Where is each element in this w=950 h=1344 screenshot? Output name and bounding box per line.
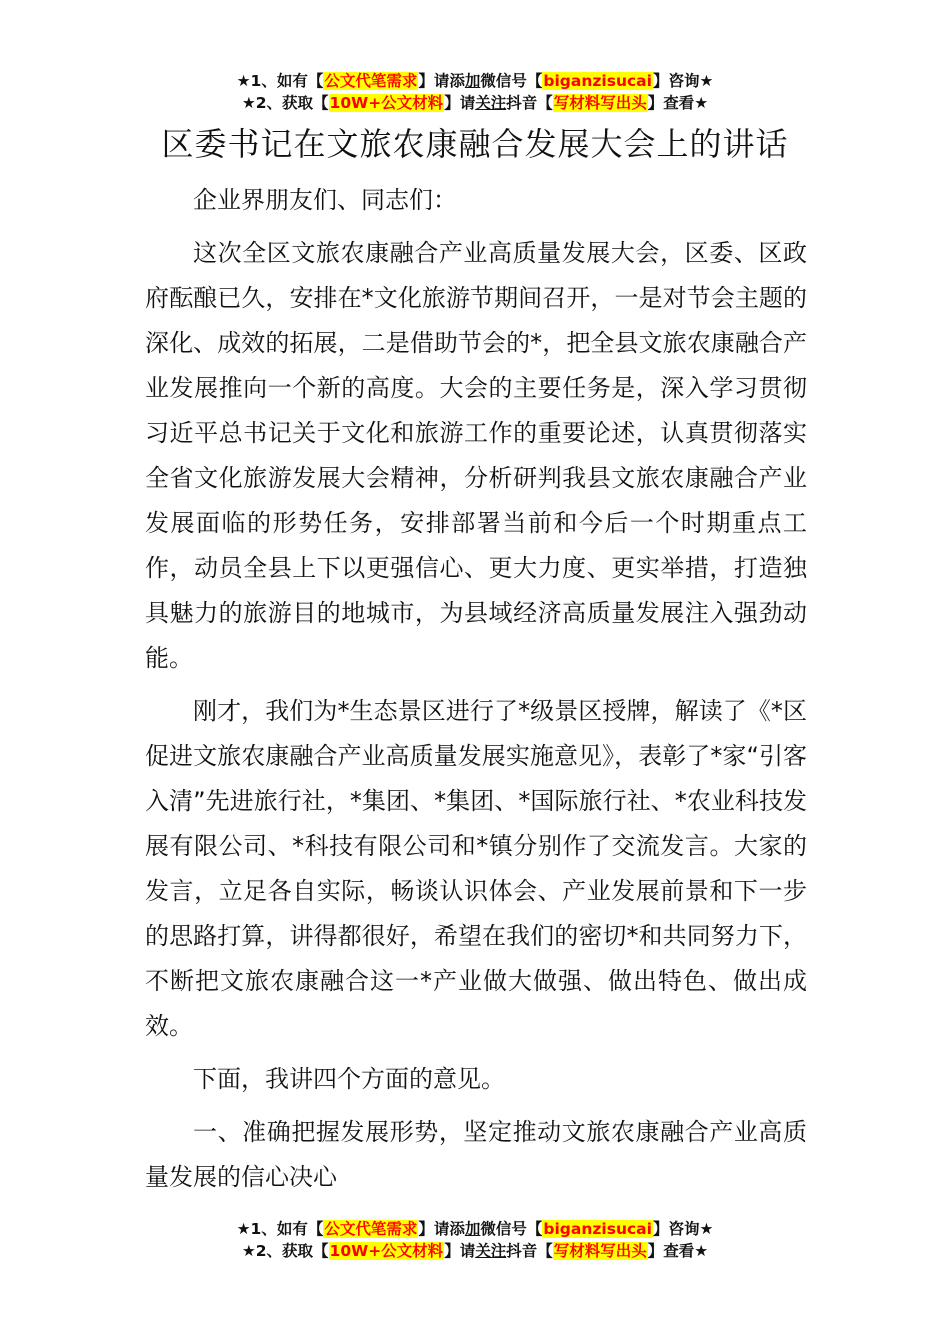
promo-text: ★2、获取【	[241, 1242, 329, 1260]
promo-text: 】咨询★	[652, 72, 714, 90]
promo-text: 】咨询★	[652, 1220, 714, 1238]
section-heading: 一、准确把握发展形势，坚定推动文旅农康融合产业高质量发展的信心决心	[145, 1118, 807, 1191]
promo-line-2	[0, 1240, 950, 1262]
promo-highlight: 公文代笔需求	[324, 72, 418, 90]
promo-text: 微信号【	[480, 72, 543, 90]
document-body	[145, 178, 807, 1208]
body-paragraph: 这次全区文旅农康融合产业高质量发展大会，区委、区政府酝酿已久，安排在*文化旅游节期间召开，一是对节会主题的深化、成效的拓展，二是借助节会的*，把全县文旅农康融合产业发展推向一个新的高度。大会的主要任务是，深入学习贯彻习近平总书记关于文化和旅游工作的重要论述，认真贯彻落实全省文化旅游发展大会精神，分析研判我县文旅农康融合产业发展面临的形势任务，安排部署当前和今后一个时期重点工作，动员全县上下以更强信心、更大力度、更实举措，打造独具魅力的旅游目的地城市，为县域经济高质量发展注入强劲动能。	[145, 239, 807, 672]
promo-banner-bottom	[0, 1218, 950, 1262]
promo-highlight: 10W+公文材料	[329, 94, 444, 112]
promo-text: 抖音【	[506, 1242, 553, 1260]
body-paragraph: 下面，我讲四个方面的意见。	[193, 1065, 505, 1093]
promo-text: ★1、如有【	[236, 1220, 324, 1238]
promo-text: ★1、如有【	[236, 72, 324, 90]
promo-text: 】请	[444, 94, 476, 112]
promo-line-1	[0, 1218, 950, 1240]
promo-line-1	[0, 70, 950, 92]
promo-wechat-id: biganzisucai	[543, 1220, 652, 1238]
promo-banner-top	[0, 70, 950, 114]
document-title: 区委书记在文旅农康融合发展大会上的讲话	[161, 125, 789, 163]
promo-text: 】请	[444, 1242, 476, 1260]
promo-text: 抖音【	[506, 94, 553, 112]
promo-underline: 关注	[475, 94, 507, 112]
promo-text: ★2、获取【	[241, 94, 329, 112]
promo-text: 】查看★	[647, 1242, 709, 1260]
promo-underline: 关注	[475, 1242, 507, 1260]
promo-underline: 加	[464, 1220, 481, 1238]
promo-wechat-id: biganzisucai	[543, 72, 652, 90]
promo-text: 微信号【	[480, 1220, 543, 1238]
promo-highlight: 公文代笔需求	[324, 1220, 418, 1238]
promo-text: 】查看★	[647, 94, 709, 112]
promo-text: 】请添	[418, 72, 465, 90]
promo-highlight: 10W+公文材料	[329, 1242, 444, 1260]
salutation-paragraph: 企业界朋友们、同志们：	[193, 186, 457, 214]
promo-douyin-account: 写材料写出头	[553, 94, 647, 112]
promo-douyin-account: 写材料写出头	[553, 1242, 647, 1260]
body-paragraph: 刚才，我们为*生态景区进行了*级景区授牌，解读了《*区促进文旅农康融合产业高质量发展实施意见》，表彰了*家“引客入清”先进旅行社，*集团、*集团、*国际旅行社、*农业科技发展有限公司、*科技有限公司和*镇分别作了交流发言。大家的发言，立足各自实际，畅谈认识体会、产业发展前景和下一步的思路打算，讲得都很好，希望在我们的密切*和共同努力下，不断把文旅农康融合这一*产业做大做强、做出特色、做出成效。	[145, 697, 807, 1040]
promo-underline: 加	[464, 72, 481, 90]
promo-text: 】请添	[418, 1220, 465, 1238]
promo-line-2	[0, 92, 950, 114]
